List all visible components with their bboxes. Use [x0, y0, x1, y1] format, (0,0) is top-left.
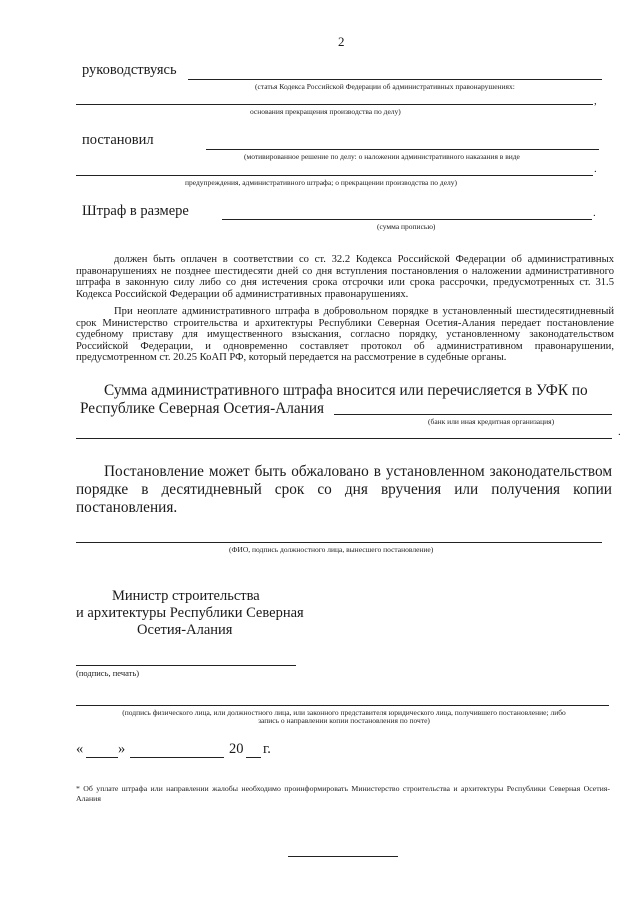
- bank-period: .: [618, 426, 621, 438]
- decided-period: .: [594, 163, 597, 175]
- date-open-quote: «: [76, 741, 84, 757]
- recipient-signature-line[interactable]: [76, 705, 609, 706]
- bank-line[interactable]: [334, 414, 612, 415]
- fine-label: Штраф в размере: [82, 203, 189, 219]
- recipient-hint-1: (подпись физического лица, или должностного лица, или законного представителя юридического лица, получившего постановление; либо: [122, 708, 566, 717]
- minister-title-line-1: Министр строительства: [112, 588, 260, 604]
- date-year-prefix: 20: [229, 741, 244, 757]
- payment-line-2: Республике Северная Осетия-Алания: [80, 400, 325, 417]
- decided-line-2[interactable]: [76, 175, 593, 176]
- decided-label: постановил: [82, 132, 154, 148]
- minister-title-line-3: Осетия-Алания: [137, 622, 233, 638]
- fine-hint: (сумма прописью): [377, 222, 436, 231]
- bottom-rule: [288, 856, 398, 857]
- penalty-type-hint: предупреждения, административного штрафа; о прекращении производства по делу): [185, 178, 458, 187]
- guided-by-hint: (статья Кодекса Российской Федерации об административных правонарушениях:: [255, 82, 515, 91]
- signature-seal-hint: (подпись, печать): [76, 668, 140, 678]
- date-year-suffix: г.: [263, 741, 271, 757]
- appeal-paragraph: Постановление может быть обжаловано в установленном законодательством порядке в десятидневный срок со дня вручения или получения копии постановления.: [76, 463, 612, 516]
- minister-signature-line[interactable]: [76, 665, 296, 666]
- payment-deadline-paragraph: должен быть оплачен в соответствии со ст. 32.2 Кодекса Российской Федерации об административных правонарушениях не позднее шестидесяти дней со дня вступления постановления о наложении административного штрафа в законную силу либо со дня истечения срока отсрочки или срока рассрочки, предусмотренных ст. 31.5 Кодекса Российской Федерации об административных правонарушениях.: [76, 254, 614, 300]
- footnote: * Об уплате штрафа или направлении жалобы необходимо проинформировать Министерство строительства и архитектуры Республики Северная Осетия-Алания: [76, 784, 610, 803]
- fine-amount-line[interactable]: [222, 219, 592, 220]
- bank-hint: (банк или иная кредитная организация): [428, 417, 555, 426]
- date-close-quote: »: [118, 741, 126, 757]
- date-month-line[interactable]: [130, 757, 224, 758]
- page-number: 2: [338, 34, 345, 49]
- termination-grounds-hint: основания прекращения производства по делу): [250, 107, 401, 116]
- payment-line-1: Сумма административного штрафа вносится или перечисляется в УФК по: [104, 382, 588, 399]
- fine-period: .: [593, 207, 596, 219]
- date-day-line[interactable]: [86, 757, 118, 758]
- guided-by-comma: ,: [594, 95, 597, 107]
- official-hint: (ФИО, подпись должностного лица, вынесшего постановление): [229, 545, 434, 554]
- bank-line-2[interactable]: [76, 438, 612, 439]
- date-year-line[interactable]: [246, 757, 261, 758]
- guided-by-label: руководствуясь: [82, 62, 177, 78]
- guided-by-line-2[interactable]: [76, 104, 593, 105]
- non-payment-paragraph: При неоплате административного штрафа в добровольном порядке в установленный шестидесятидневный срок Министерство строительства и архитектуры Республики Северная Осетия-Алания передает постановление судебному приставу для имущественного взыскания, согласно порядку, установленному законодательством Российской Федерации, и одновременно составляет протокол об административном правонарушении, предусмотренном ст. 20.25 КоАП РФ, который передается на рассмотрение в судебные органы.: [76, 306, 614, 364]
- decided-line[interactable]: [206, 149, 599, 150]
- official-signature-line[interactable]: [76, 542, 602, 543]
- recipient-hint-2: запись о направлении копии постановления по почте): [258, 716, 430, 725]
- minister-title-line-2: и архитектуры Республики Северная: [76, 605, 304, 621]
- guided-by-line[interactable]: [188, 79, 602, 80]
- decided-hint: (мотивированное решение по делу: о наложении административного наказания в виде: [244, 152, 520, 161]
